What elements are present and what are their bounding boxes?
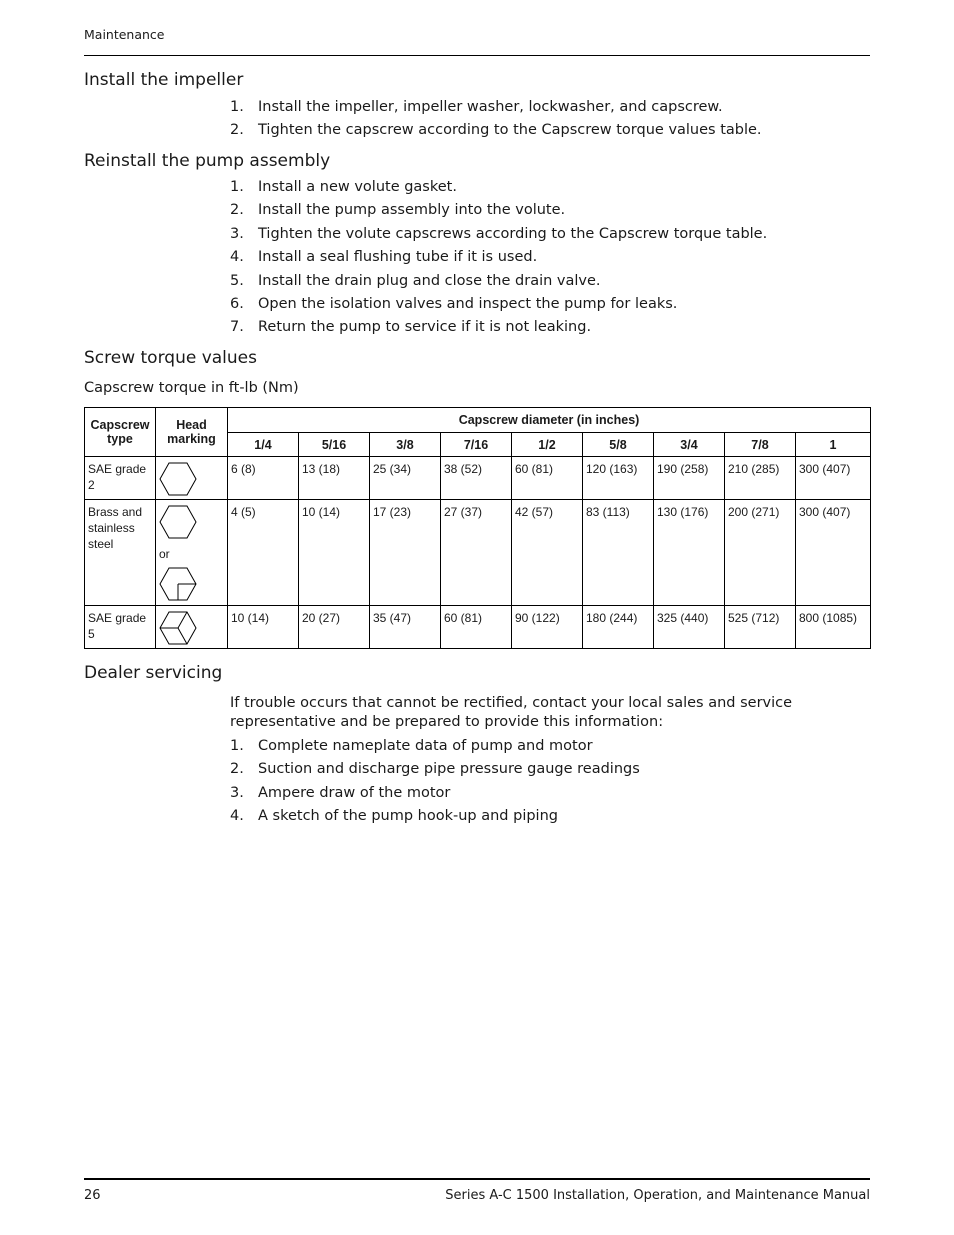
manual-title: Series A-C 1500 Installation, Operation, and Maintenance Manual [445,1188,870,1203]
install-impeller-section [84,70,870,90]
torque-value: 190 (258) [654,457,725,500]
torque-value: 27 (37) [441,500,512,606]
torque-value: 17 (23) [370,500,441,606]
torque-heading: Screw torque values [84,348,257,368]
torque-value: 4 (5) [228,500,299,606]
header-section-label: Maintenance [84,27,165,42]
list-item [230,760,870,783]
col-header-marking: Head marking [156,408,228,457]
step-text: Install the pump assembly into the volute. [258,202,566,219]
torque-value: 20 (27) [299,606,370,649]
diameter-header: 3/4 [654,433,725,457]
torque-value: 120 (163) [583,457,654,500]
step-number: 4. [230,808,244,825]
list-item [230,225,870,248]
torque-value: 300 (407) [796,457,871,500]
diameter-header: 3/8 [370,433,441,457]
step-number: 6. [230,295,244,312]
step-number: 1. [230,99,244,115]
torque-value: 200 (271) [725,500,796,606]
list-item [230,807,870,830]
torque-value: 13 (18) [299,457,370,500]
torque-value: 83 (113) [583,500,654,606]
torque-value: 130 (176) [654,500,725,606]
step-text: Complete nameplate data of pump and motor [258,738,593,754]
step-number: 3. [230,784,244,801]
diameter-header: 5/16 [299,433,370,457]
list-item [230,98,870,121]
plain-hex-head-icon [159,504,197,540]
step-number: 2. [230,202,244,219]
col-header-diameter: Capscrew diameter (in inches) [228,408,871,433]
step-text: Ampere draw of the motor [258,784,451,801]
diameter-header: 5/8 [583,433,654,457]
diameter-header: 7/8 [725,433,796,457]
install-impeller-steps [230,98,870,145]
step-number: 2. [230,761,244,778]
torque-value: 300 (407) [796,500,871,606]
torque-value: 180 (244) [583,606,654,649]
page-number: 26 [84,1188,101,1203]
step-text: Install a seal flushing tube if it is used. [258,249,538,266]
torque-value: 38 (52) [441,457,512,500]
dealer-intro: If trouble occurs that cannot be rectified, contact your local sales and service representative and be prepared to provide this information: [230,695,793,730]
two-line-hex-head-icon [159,566,197,602]
diameter-header: 1/2 [512,433,583,457]
diameter-header: 7/16 [441,433,512,457]
step-text: Install the drain plug and close the drain valve. [258,272,601,289]
capscrew-type-cell: Brass and stainless steel [85,500,156,606]
dealer-section [84,663,870,683]
torque-value: 42 (57) [512,500,583,606]
torque-value: 35 (47) [370,606,441,649]
torque-value: 60 (81) [512,457,583,500]
step-number: 2. [230,122,244,139]
torque-value: 10 (14) [299,500,370,606]
table-caption: Capscrew torque in ft-lb (Nm) [84,380,299,396]
list-item [230,784,870,807]
torque-section [84,348,870,368]
step-text: Tighten the capscrew according to the Capscrew torque values table. [258,122,762,139]
col-header-type: Capscrew type [85,408,156,457]
step-text: Install the impeller, impeller washer, lockwasher, and capscrew. [258,99,723,115]
three-line-hex-head-icon [159,610,197,646]
step-number: 7. [230,319,244,336]
plain-hex-head-icon [159,461,197,497]
head-marking-cell [156,457,228,500]
step-text: Return the pump to service if it is not leaking. [258,319,592,336]
footer-rule [84,1178,870,1180]
head-marking-cell [156,606,228,649]
step-text: Open the isolation valves and inspect the pump for leaks. [258,295,678,312]
table-row [85,457,871,500]
step-text: Suction and discharge pipe pressure gauge readings [258,761,640,778]
head-marking-cell [156,500,228,606]
torque-value: 210 (285) [725,457,796,500]
diameter-header: 1 [796,433,871,457]
torque-value: 10 (14) [228,606,299,649]
dealer-heading: Dealer servicing [84,663,223,683]
list-item [230,201,870,224]
step-number: 5. [230,272,244,289]
step-number: 1. [230,738,244,754]
torque-value: 60 (81) [441,606,512,649]
step-number: 3. [230,225,244,242]
torque-value: 90 (122) [512,606,583,649]
list-item [230,737,870,760]
list-item [230,295,870,318]
torque-value: 325 (440) [654,606,725,649]
step-text: A sketch of the pump hook-up and piping [258,808,558,825]
or-label: or [159,547,170,561]
dealer-steps [230,737,870,831]
diameter-header: 1/4 [228,433,299,457]
list-item [230,178,870,201]
capscrew-type-cell: SAE grade 2 [85,457,156,500]
step-number: 1. [230,179,244,195]
install-impeller-heading: Install the impeller [84,70,244,90]
torque-table [84,407,871,649]
table-row [85,500,871,606]
step-text: Tighten the volute capscrews according to the Capscrew torque table. [258,225,768,242]
torque-value: 6 (8) [228,457,299,500]
step-number: 4. [230,249,244,266]
table-row [85,606,871,649]
reinstall-pump-heading: Reinstall the pump assembly [84,151,331,171]
list-item [230,272,870,295]
reinstall-pump-section [84,151,870,171]
step-text: Install a new volute gasket. [258,179,457,195]
torque-value: 25 (34) [370,457,441,500]
list-item [230,318,870,341]
reinstall-pump-steps [230,178,870,342]
list-item [230,121,870,144]
table-header-row [85,408,871,433]
torque-value: 800 (1085) [796,606,871,649]
header-rule [84,55,870,56]
torque-value: 525 (712) [725,606,796,649]
list-item [230,248,870,271]
torque-caption-wrap [84,380,870,396]
capscrew-type-cell: SAE grade 5 [85,606,156,649]
